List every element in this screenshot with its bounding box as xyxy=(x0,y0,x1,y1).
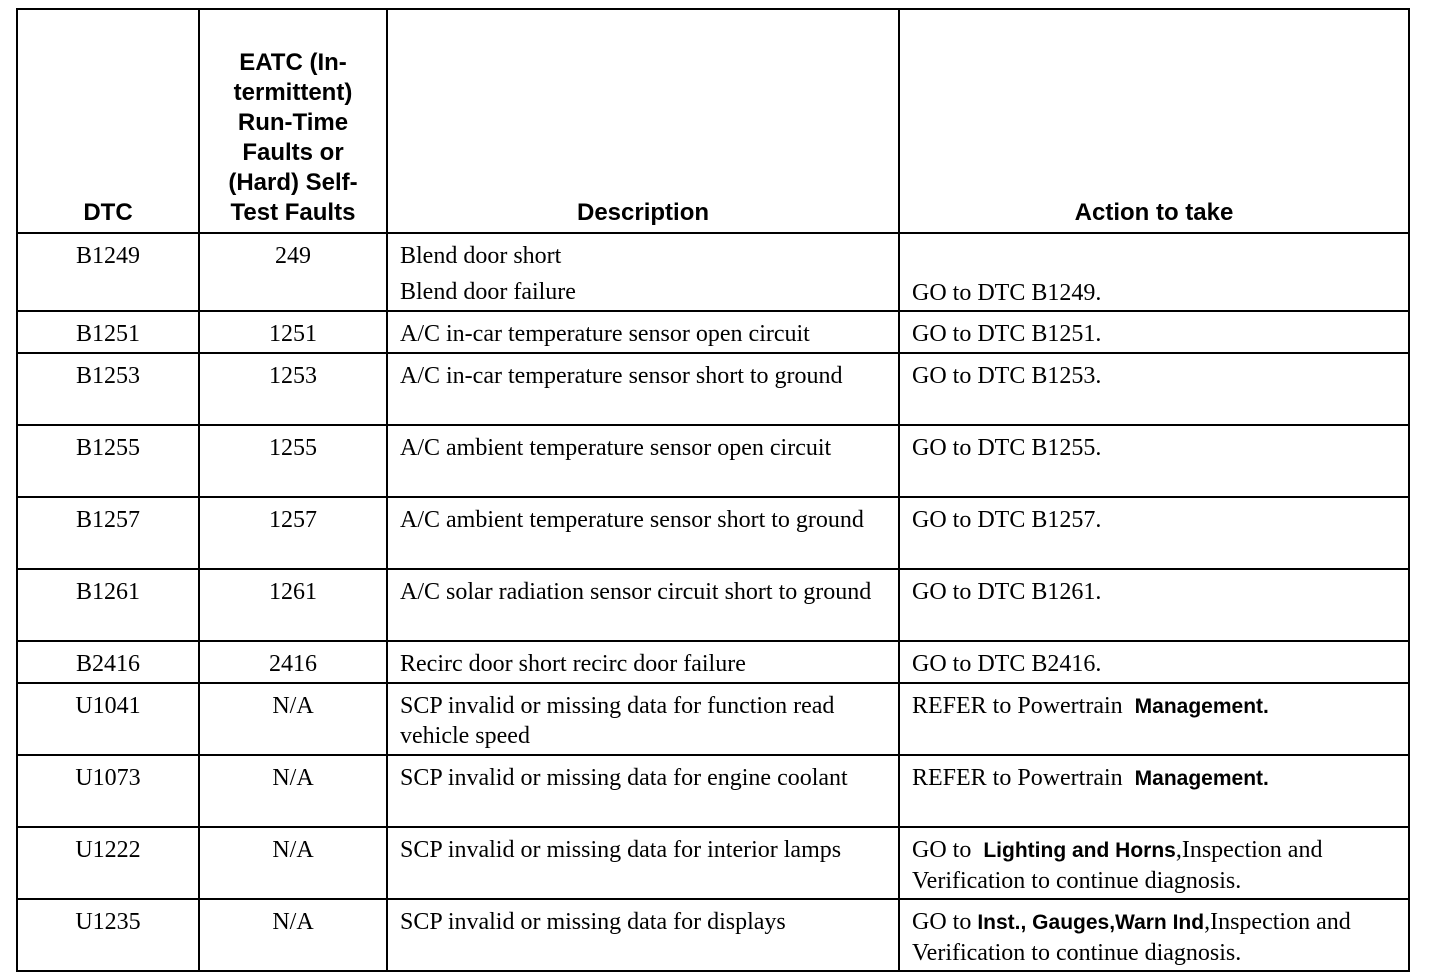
table-row xyxy=(17,899,1409,971)
description-line: Blend door failure xyxy=(400,279,576,305)
description-cell: SCP invalid or missing data for displays xyxy=(387,899,899,971)
dtc-cell: U1222 xyxy=(17,827,199,899)
description-line: Blend door short xyxy=(400,243,562,269)
table-row xyxy=(17,497,1409,569)
action-cell: GO to DTC B1253. xyxy=(899,353,1409,425)
action-cell: GO to DTC B1257. xyxy=(899,497,1409,569)
description-cell xyxy=(387,233,899,311)
dtc-cell: B1253 xyxy=(17,353,199,425)
action-cell xyxy=(899,827,1409,899)
action-text: REFER to Powertrain xyxy=(912,765,1123,791)
dtc-cell: B1257 xyxy=(17,497,199,569)
dtc-cell: U1041 xyxy=(17,683,199,755)
action-cell: GO to DTC B1251. xyxy=(899,311,1409,353)
code-cell: 1255 xyxy=(199,425,387,497)
action-cell xyxy=(899,899,1409,971)
code-cell: N/A xyxy=(199,827,387,899)
dtc-cell: U1235 xyxy=(17,899,199,971)
action-text: ,Inspection and Verification to continue diagnosis. xyxy=(912,909,1351,966)
description-cell: A/C ambient temperature sensor open circuit xyxy=(387,425,899,497)
action-text: ,Inspection and Verification to continue diagnosis. xyxy=(912,837,1323,894)
action-text: GO to xyxy=(912,837,972,863)
table-row xyxy=(17,233,1409,311)
description-cell: A/C in-car temperature sensor open circuit xyxy=(387,311,899,353)
action-cell: GO to DTC B1249. xyxy=(899,233,1409,311)
description-cell: Recirc door short recirc door failure xyxy=(387,641,899,683)
table-row xyxy=(17,311,1409,353)
dtc-cell: B1255 xyxy=(17,425,199,497)
table-row xyxy=(17,641,1409,683)
table-row xyxy=(17,827,1409,899)
description-cell: A/C solar radiation sensor circuit short to ground xyxy=(387,569,899,641)
code-cell: 2416 xyxy=(199,641,387,683)
description-cell: SCP invalid or missing data for engine coolant xyxy=(387,755,899,827)
table-row xyxy=(17,353,1409,425)
description-cell: A/C ambient temperature sensor short to ground xyxy=(387,497,899,569)
code-cell: 249 xyxy=(199,233,387,311)
table-row xyxy=(17,569,1409,641)
description-cell: A/C in-car temperature sensor short to ground xyxy=(387,353,899,425)
inst-gauges-warn-ind-link[interactable]: Inst., Gauges,Warn Ind xyxy=(977,911,1205,934)
dtc-cell: B2416 xyxy=(17,641,199,683)
powertrain-management-link[interactable]: Management. xyxy=(1134,767,1269,790)
header-dtc: DTC xyxy=(17,9,199,233)
dtc-cell: U1073 xyxy=(17,755,199,827)
description-cell: SCP invalid or missing data for function read vehicle speed xyxy=(387,683,899,755)
powertrain-management-link[interactable]: Management. xyxy=(1134,695,1269,718)
dtc-cell: B1249 xyxy=(17,233,199,311)
code-cell: N/A xyxy=(199,755,387,827)
code-cell: 1251 xyxy=(199,311,387,353)
action-cell: GO to DTC B1255. xyxy=(899,425,1409,497)
header-row xyxy=(17,9,1409,233)
dtc-table xyxy=(16,8,1410,972)
header-description: Description xyxy=(387,9,899,233)
dtc-cell: B1251 xyxy=(17,311,199,353)
action-cell: GO to DTC B1261. xyxy=(899,569,1409,641)
header-eatc: EATC (In-termittent) Run-Time Faults or (Hard) Self-Test Faults xyxy=(199,9,387,233)
table-row xyxy=(17,425,1409,497)
action-text: GO to xyxy=(912,909,972,935)
code-cell: N/A xyxy=(199,899,387,971)
code-cell: N/A xyxy=(199,683,387,755)
action-cell xyxy=(899,755,1409,827)
table-row xyxy=(17,755,1409,827)
code-cell: 1261 xyxy=(199,569,387,641)
dtc-cell: B1261 xyxy=(17,569,199,641)
header-action: Action to take xyxy=(899,9,1409,233)
action-cell xyxy=(899,683,1409,755)
code-cell: 1257 xyxy=(199,497,387,569)
lighting-and-horns-link[interactable]: Lighting and Horns xyxy=(983,839,1176,862)
table-row xyxy=(17,683,1409,755)
description-cell: SCP invalid or missing data for interior lamps xyxy=(387,827,899,899)
action-cell: GO to DTC B2416. xyxy=(899,641,1409,683)
code-cell: 1253 xyxy=(199,353,387,425)
action-text: REFER to Powertrain xyxy=(912,693,1123,719)
